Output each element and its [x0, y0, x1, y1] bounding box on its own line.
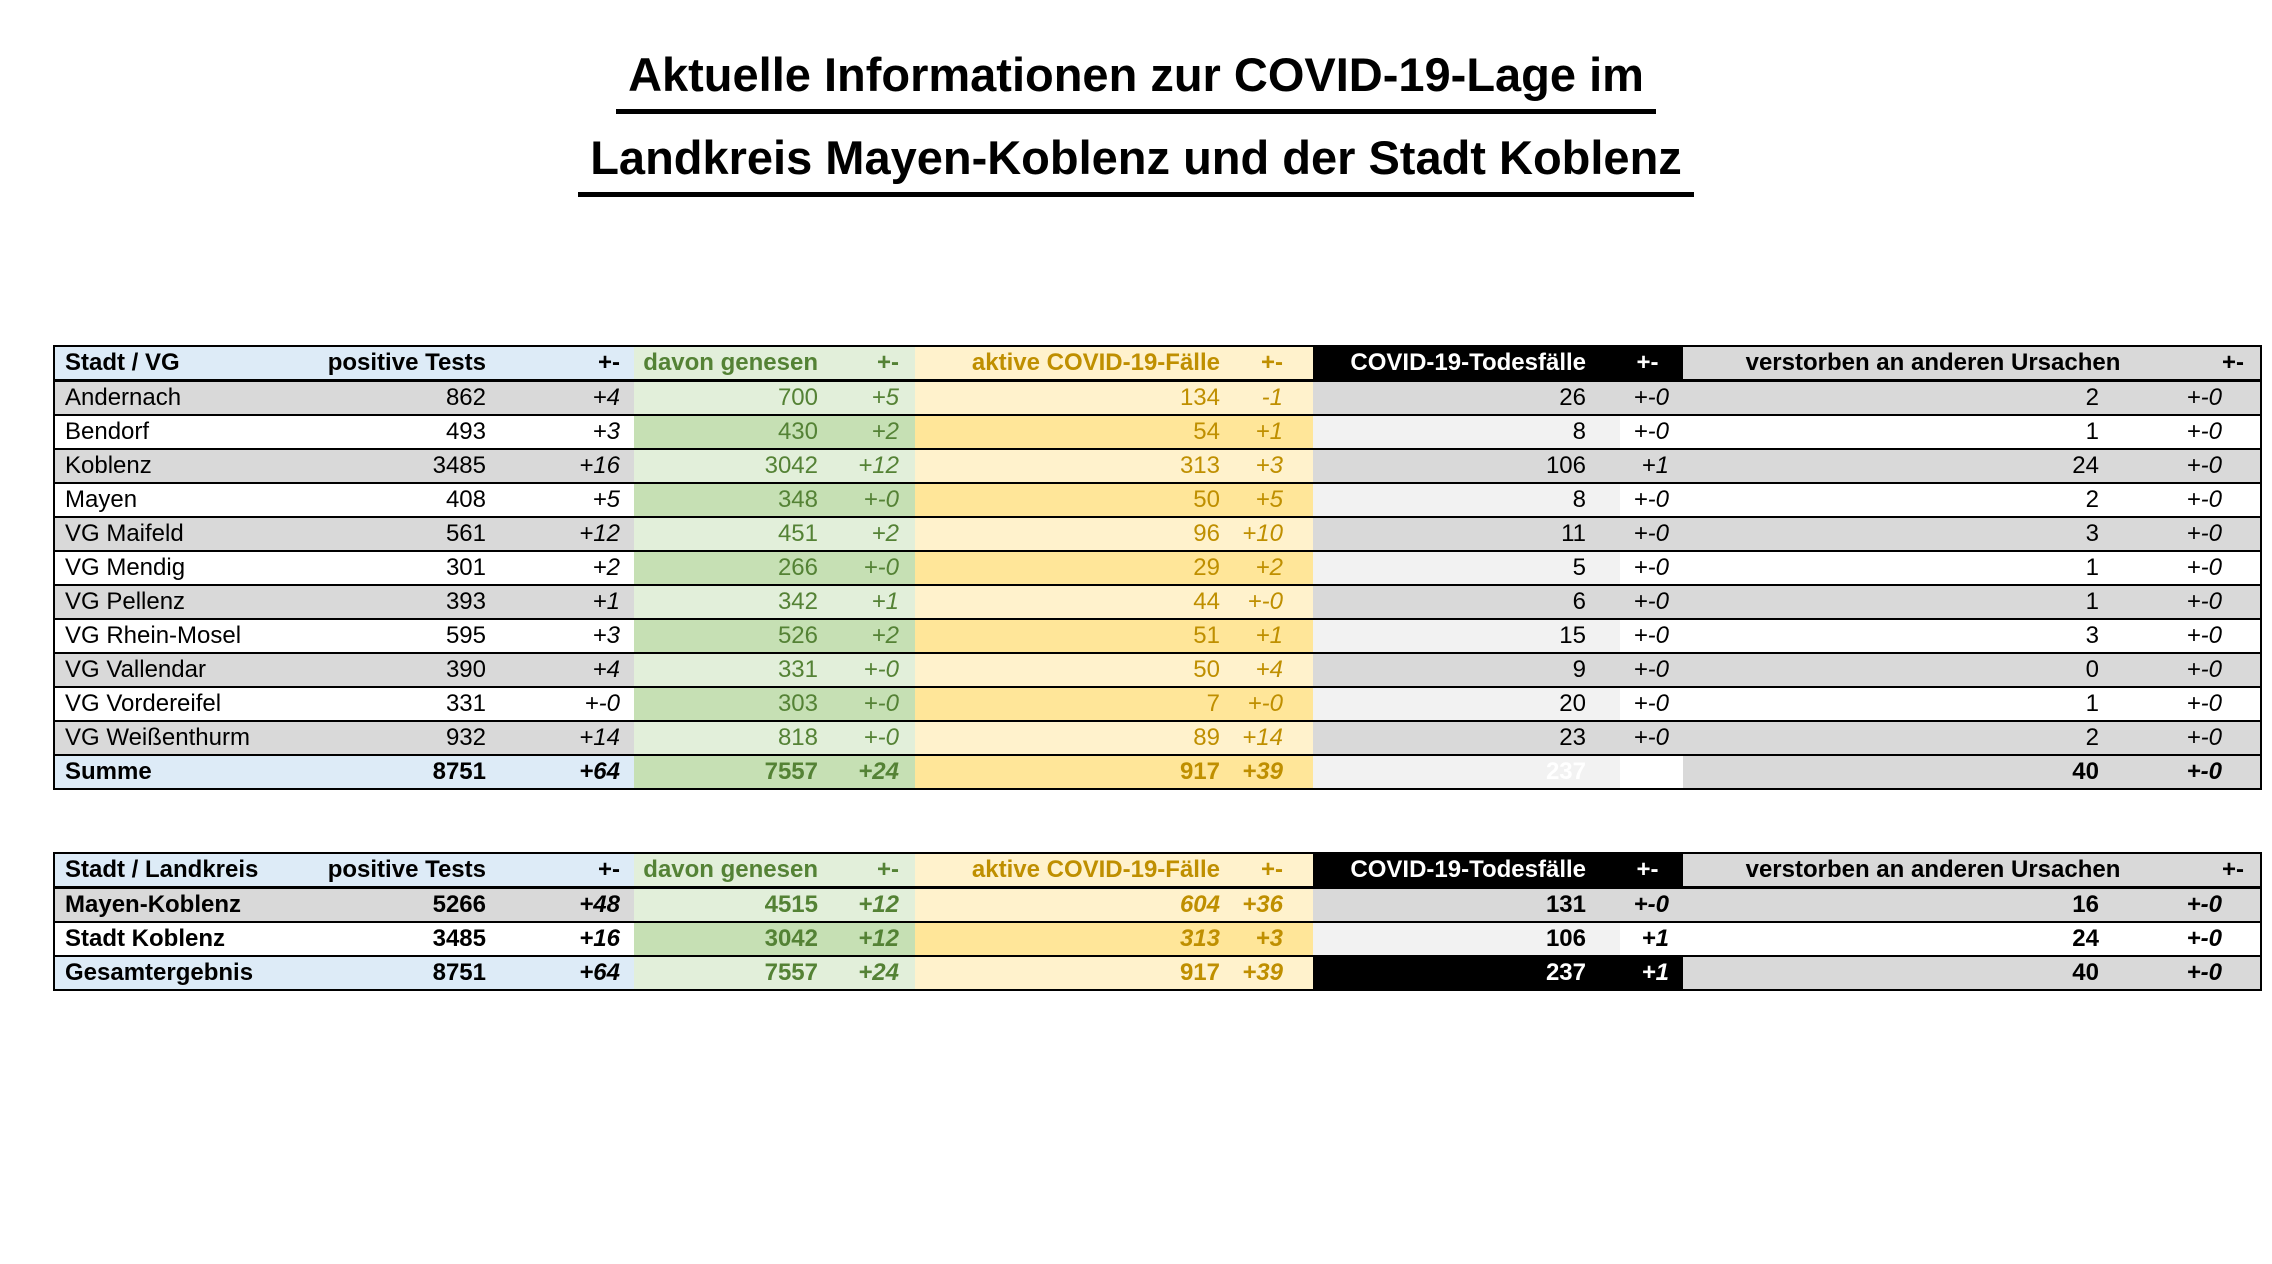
cell-davon-genesen: 3042: [634, 922, 830, 956]
total-row: [54, 755, 2261, 789]
column-header-davon-genesen: davon genesen: [634, 346, 830, 381]
cell-aktive-faelle: 313: [915, 449, 1240, 483]
cell-verstorben-andere: 1: [1683, 687, 2183, 721]
cell-davon-genesen: 266: [634, 551, 830, 585]
cell-aktive-faelle: 51: [915, 619, 1240, 653]
cell-davon-genesen-delta: +-0: [830, 551, 915, 585]
cell-verstorben-andere-delta: +-0: [2183, 551, 2261, 585]
column-header-todesfaelle: COVID-19-Todesfälle: [1313, 853, 1620, 888]
cell-label: VG Vordereifel: [54, 687, 287, 721]
cell-positive-tests-delta: +-0: [500, 687, 634, 721]
cell-davon-genesen: 303: [634, 687, 830, 721]
cell-aktive-faelle: 29: [915, 551, 1240, 585]
cell-positive-tests-delta: +4: [500, 381, 634, 416]
column-header-aktive-faelle: aktive COVID-19-Fälle: [915, 346, 1240, 381]
cell-positive-tests: 390: [287, 653, 500, 687]
column-header-label: Stadt / Landkreis: [54, 853, 287, 888]
column-header-todesfaelle-delta: +-: [1620, 346, 1683, 381]
page-title: [0, 49, 2272, 214]
cell-davon-genesen-delta: +-0: [830, 721, 915, 755]
cell-todesfaelle: 237: [1313, 755, 1620, 789]
cell-verstorben-andere-delta: +-0: [2183, 449, 2261, 483]
cell-positive-tests-delta: +1: [500, 585, 634, 619]
cell-verstorben-andere-delta: +-0: [2183, 755, 2261, 789]
column-header-verstorben-andere-delta: +-: [2183, 346, 2261, 381]
column-header-label: Stadt / VG: [54, 346, 287, 381]
cell-aktive-faelle: 50: [915, 483, 1240, 517]
column-header-aktive-faelle-delta: +-: [1240, 853, 1313, 888]
cell-label: Andernach: [54, 381, 287, 416]
cell-positive-tests-delta: +12: [500, 517, 634, 551]
cell-label: Summe: [54, 755, 287, 789]
cell-positive-tests: 595: [287, 619, 500, 653]
cell-aktive-faelle: 54: [915, 415, 1240, 449]
column-header-davon-genesen: davon genesen: [634, 853, 830, 888]
cell-aktive-faelle-delta: +-0: [1240, 687, 1313, 721]
table-row: [54, 517, 2261, 551]
cell-aktive-faelle-delta: +10: [1240, 517, 1313, 551]
column-header-aktive-faelle: aktive COVID-19-Fälle: [915, 853, 1240, 888]
cell-davon-genesen-delta: +2: [830, 517, 915, 551]
cell-aktive-faelle: 917: [915, 956, 1240, 990]
cell-davon-genesen: 430: [634, 415, 830, 449]
page-title-line-2: Landkreis Mayen-Koblenz und der Stadt Koblenz: [0, 132, 2272, 197]
cell-todesfaelle-delta: +-0: [1620, 381, 1683, 416]
cell-label: Stadt Koblenz: [54, 922, 287, 956]
cell-verstorben-andere-delta: +-0: [2183, 619, 2261, 653]
covid-table-stadt-landkreis: [53, 852, 2262, 991]
cell-davon-genesen: 7557: [634, 755, 830, 789]
cell-verstorben-andere-delta: +-0: [2183, 888, 2261, 923]
cell-verstorben-andere: 1: [1683, 551, 2183, 585]
cell-verstorben-andere: 2: [1683, 483, 2183, 517]
cell-todesfaelle: 5: [1313, 551, 1620, 585]
cell-verstorben-andere-delta: +-0: [2183, 922, 2261, 956]
cell-verstorben-andere: 1: [1683, 585, 2183, 619]
cell-positive-tests: 408: [287, 483, 500, 517]
cell-verstorben-andere-delta: +-0: [2183, 956, 2261, 990]
cell-aktive-faelle-delta: +1: [1240, 415, 1313, 449]
cell-todesfaelle: 8: [1313, 483, 1620, 517]
cell-todesfaelle-delta: +-0: [1620, 619, 1683, 653]
cell-positive-tests-delta: +3: [500, 619, 634, 653]
cell-verstorben-andere: 40: [1683, 755, 2183, 789]
column-header-positive-tests-delta: +-: [500, 853, 634, 888]
cell-label: Gesamtergebnis: [54, 956, 287, 990]
table-row: [54, 721, 2261, 755]
cell-davon-genesen: 3042: [634, 449, 830, 483]
table-row: [54, 653, 2261, 687]
cell-todesfaelle: 23: [1313, 721, 1620, 755]
cell-davon-genesen-delta: +1: [830, 585, 915, 619]
column-header-todesfaelle: COVID-19-Todesfälle: [1313, 346, 1620, 381]
table-row: [54, 888, 2261, 923]
cell-label: Mayen-Koblenz: [54, 888, 287, 923]
cell-todesfaelle-delta: +-0: [1620, 721, 1683, 755]
cell-label: VG Vallendar: [54, 653, 287, 687]
cell-todesfaelle-delta: +1: [1620, 449, 1683, 483]
table-row: [54, 415, 2261, 449]
cell-davon-genesen-delta: +-0: [830, 483, 915, 517]
cell-davon-genesen: 331: [634, 653, 830, 687]
cell-todesfaelle-delta: +-0: [1620, 551, 1683, 585]
cell-positive-tests: 8751: [287, 755, 500, 789]
cell-positive-tests: 393: [287, 585, 500, 619]
cell-todesfaelle-delta: +-0: [1620, 888, 1683, 923]
cell-todesfaelle-delta: +1: [1620, 755, 1683, 789]
cell-positive-tests-delta: +64: [500, 755, 634, 789]
cell-verstorben-andere: 16: [1683, 888, 2183, 923]
table-row: [54, 483, 2261, 517]
cell-aktive-faelle-delta: +5: [1240, 483, 1313, 517]
column-header-verstorben-andere: verstorben an anderen Ursachen: [1683, 853, 2183, 888]
table-row: [54, 619, 2261, 653]
cell-aktive-faelle-delta: +4: [1240, 653, 1313, 687]
cell-label: VG Weißenthurm: [54, 721, 287, 755]
cell-todesfaelle: 8: [1313, 415, 1620, 449]
cell-todesfaelle-delta: +-0: [1620, 653, 1683, 687]
column-header-positive-tests: positive Tests: [287, 346, 500, 381]
cell-davon-genesen-delta: +24: [830, 956, 915, 990]
cell-aktive-faelle-delta: +3: [1240, 449, 1313, 483]
header-row: [54, 346, 2261, 381]
cell-davon-genesen-delta: +12: [830, 449, 915, 483]
cell-verstorben-andere-delta: +-0: [2183, 483, 2261, 517]
column-header-verstorben-andere-delta: +-: [2183, 853, 2261, 888]
cell-verstorben-andere: 0: [1683, 653, 2183, 687]
cell-positive-tests-delta: +16: [500, 449, 634, 483]
column-header-aktive-faelle-delta: +-: [1240, 346, 1313, 381]
table-row: [54, 381, 2261, 416]
cell-todesfaelle: 237: [1313, 956, 1620, 990]
column-header-positive-tests-delta: +-: [500, 346, 634, 381]
cell-verstorben-andere: 2: [1683, 381, 2183, 416]
column-header-positive-tests: positive Tests: [287, 853, 500, 888]
column-header-davon-genesen-delta: +-: [830, 853, 915, 888]
total-row: [54, 956, 2261, 990]
cell-aktive-faelle-delta: +39: [1240, 956, 1313, 990]
cell-aktive-faelle: 7: [915, 687, 1240, 721]
cell-label: VG Rhein-Mosel: [54, 619, 287, 653]
cell-verstorben-andere: 3: [1683, 517, 2183, 551]
cell-davon-genesen: 4515: [634, 888, 830, 923]
cell-aktive-faelle: 917: [915, 755, 1240, 789]
cell-positive-tests: 8751: [287, 956, 500, 990]
cell-aktive-faelle-delta: +3: [1240, 922, 1313, 956]
cell-verstorben-andere-delta: +-0: [2183, 517, 2261, 551]
cell-davon-genesen: 700: [634, 381, 830, 416]
cell-todesfaelle: 106: [1313, 449, 1620, 483]
cell-aktive-faelle-delta: +39: [1240, 755, 1313, 789]
cell-todesfaelle-delta: +-0: [1620, 483, 1683, 517]
cell-aktive-faelle: 50: [915, 653, 1240, 687]
cell-positive-tests-delta: +5: [500, 483, 634, 517]
table-row: [54, 585, 2261, 619]
cell-aktive-faelle-delta: -1: [1240, 381, 1313, 416]
cell-positive-tests-delta: +4: [500, 653, 634, 687]
cell-verstorben-andere: 1: [1683, 415, 2183, 449]
cell-todesfaelle-delta: +-0: [1620, 517, 1683, 551]
cell-positive-tests: 561: [287, 517, 500, 551]
column-header-todesfaelle-delta: +-: [1620, 853, 1683, 888]
cell-todesfaelle-delta: +-0: [1620, 585, 1683, 619]
cell-davon-genesen-delta: +-0: [830, 653, 915, 687]
cell-davon-genesen-delta: +5: [830, 381, 915, 416]
table-row: [54, 922, 2261, 956]
covid-table-stadt-vg: [53, 345, 2262, 790]
cell-aktive-faelle: 313: [915, 922, 1240, 956]
cell-todesfaelle: 26: [1313, 381, 1620, 416]
cell-positive-tests: 3485: [287, 922, 500, 956]
cell-todesfaelle: 131: [1313, 888, 1620, 923]
cell-aktive-faelle: 604: [915, 888, 1240, 923]
cell-davon-genesen-delta: +12: [830, 888, 915, 923]
header-row: [54, 853, 2261, 888]
cell-todesfaelle-delta: +-0: [1620, 687, 1683, 721]
cell-aktive-faelle-delta: +-0: [1240, 585, 1313, 619]
table-row: [54, 687, 2261, 721]
cell-positive-tests-delta: +3: [500, 415, 634, 449]
cell-verstorben-andere-delta: +-0: [2183, 585, 2261, 619]
cell-todesfaelle: 106: [1313, 922, 1620, 956]
cell-todesfaelle-delta: +1: [1620, 956, 1683, 990]
cell-positive-tests: 493: [287, 415, 500, 449]
cell-aktive-faelle: 89: [915, 721, 1240, 755]
cell-verstorben-andere-delta: +-0: [2183, 653, 2261, 687]
cell-davon-genesen: 526: [634, 619, 830, 653]
cell-positive-tests-delta: +2: [500, 551, 634, 585]
cell-davon-genesen: 451: [634, 517, 830, 551]
cell-aktive-faelle: 134: [915, 381, 1240, 416]
cell-davon-genesen-delta: +2: [830, 619, 915, 653]
cell-label: Koblenz: [54, 449, 287, 483]
cell-aktive-faelle-delta: +1: [1240, 619, 1313, 653]
cell-positive-tests: 3485: [287, 449, 500, 483]
cell-positive-tests-delta: +48: [500, 888, 634, 923]
cell-davon-genesen: 342: [634, 585, 830, 619]
cell-label: Bendorf: [54, 415, 287, 449]
cell-positive-tests: 932: [287, 721, 500, 755]
cell-positive-tests-delta: +16: [500, 922, 634, 956]
cell-positive-tests: 5266: [287, 888, 500, 923]
cell-label: VG Mendig: [54, 551, 287, 585]
cell-aktive-faelle-delta: +2: [1240, 551, 1313, 585]
cell-positive-tests: 331: [287, 687, 500, 721]
cell-davon-genesen-delta: +24: [830, 755, 915, 789]
cell-verstorben-andere: 2: [1683, 721, 2183, 755]
cell-verstorben-andere-delta: +-0: [2183, 381, 2261, 416]
cell-todesfaelle-delta: +1: [1620, 922, 1683, 956]
cell-davon-genesen: 818: [634, 721, 830, 755]
column-header-davon-genesen-delta: +-: [830, 346, 915, 381]
cell-davon-genesen-delta: +2: [830, 415, 915, 449]
cell-label: VG Pellenz: [54, 585, 287, 619]
cell-todesfaelle: 11: [1313, 517, 1620, 551]
table-row: [54, 449, 2261, 483]
cell-verstorben-andere: 24: [1683, 449, 2183, 483]
cell-verstorben-andere-delta: +-0: [2183, 415, 2261, 449]
cell-positive-tests: 301: [287, 551, 500, 585]
page-title-line-1: Aktuelle Informationen zur COVID-19-Lage im: [0, 49, 2272, 114]
cell-aktive-faelle-delta: +36: [1240, 888, 1313, 923]
cell-todesfaelle-delta: +-0: [1620, 415, 1683, 449]
cell-aktive-faelle: 44: [915, 585, 1240, 619]
cell-verstorben-andere: 3: [1683, 619, 2183, 653]
cell-aktive-faelle: 96: [915, 517, 1240, 551]
cell-verstorben-andere: 40: [1683, 956, 2183, 990]
cell-verstorben-andere: 24: [1683, 922, 2183, 956]
cell-davon-genesen: 7557: [634, 956, 830, 990]
cell-davon-genesen-delta: +-0: [830, 687, 915, 721]
cell-todesfaelle: 20: [1313, 687, 1620, 721]
table-row: [54, 551, 2261, 585]
cell-positive-tests-delta: +64: [500, 956, 634, 990]
cell-aktive-faelle-delta: +14: [1240, 721, 1313, 755]
cell-davon-genesen: 348: [634, 483, 830, 517]
cell-davon-genesen-delta: +12: [830, 922, 915, 956]
cell-verstorben-andere-delta: +-0: [2183, 687, 2261, 721]
cell-verstorben-andere-delta: +-0: [2183, 721, 2261, 755]
cell-todesfaelle: 15: [1313, 619, 1620, 653]
cell-todesfaelle: 9: [1313, 653, 1620, 687]
cell-label: Mayen: [54, 483, 287, 517]
cell-label: VG Maifeld: [54, 517, 287, 551]
cell-positive-tests-delta: +14: [500, 721, 634, 755]
cell-positive-tests: 862: [287, 381, 500, 416]
column-header-verstorben-andere: verstorben an anderen Ursachen: [1683, 346, 2183, 381]
cell-todesfaelle: 6: [1313, 585, 1620, 619]
